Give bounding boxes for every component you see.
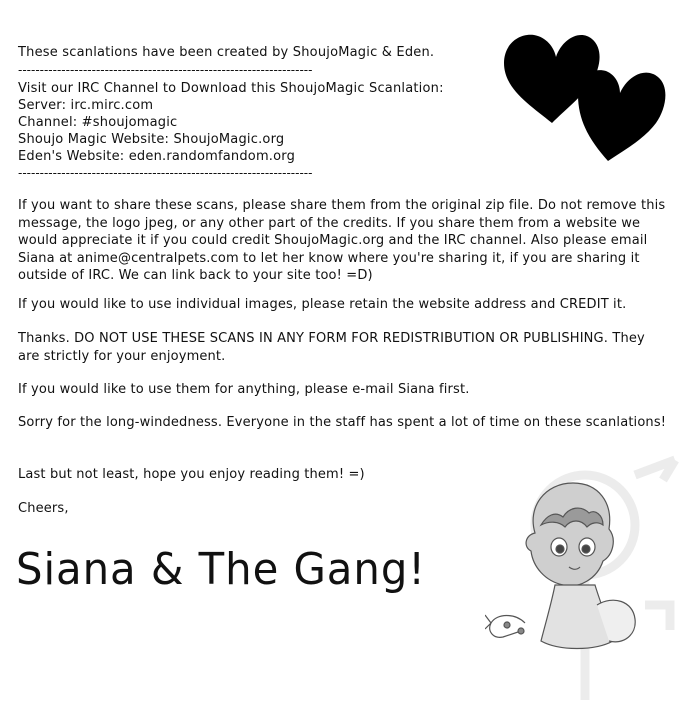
separator-bottom: -------------------------------------------------------------------- (18, 166, 313, 180)
email-paragraph: If you would like to use them for anything, please e-mail Siana first. (18, 382, 470, 397)
hearts-decoration (500, 25, 670, 165)
share-paragraph: If you want to share these scans, please share them from the original zip file. Do not remove this message, the logo jpeg, or any other part of the credits. If you share them from a website we would appreciate it if you could credit ShoujoMagic.org and the IRC channel. Also please email Siana at anime@centralpets.com to let her know where you're sharing it, if you are sharing it outside of IRC. We can link back to your site too! =D) (18, 198, 666, 283)
credit-line: These scanlations have been created by ShoujoMagic & Eden. (18, 45, 435, 60)
separator-top: -------------------------------------------------------------------- (18, 63, 313, 77)
irc-intro: Visit our IRC Channel to Download this ShoujoMagic Scanlation: (18, 81, 444, 96)
enjoy-paragraph: Last but not least, hope you enjoy reading them! =) (18, 467, 365, 482)
shoujo-website: Shoujo Magic Website: ShoujoMagic.org (18, 132, 285, 147)
no-redistribution-paragraph: Thanks. DO NOT USE THESE SCANS IN ANY FORM FOR REDISTRIBUTION OR PUBLISHING. They are strictly for your enjoyment. (18, 331, 645, 364)
apology-paragraph: Sorry for the long-windedness. Everyone in the staff has spent a lot of time on these scanlations! (18, 415, 667, 430)
irc-server: Server: irc.mirc.com (18, 98, 154, 113)
closing-line: Cheers, (18, 501, 69, 516)
heart-icon (578, 70, 665, 161)
irc-channel: Channel: #shoujomagic (18, 115, 178, 130)
individual-images-paragraph: If you would like to use individual images, please retain the website address and CREDIT it. (18, 297, 627, 312)
eden-website: Eden's Website: eden.randomfandom.org (18, 149, 296, 164)
mascot-illustration (485, 455, 680, 705)
signature: Siana & The Gang! (16, 544, 427, 595)
